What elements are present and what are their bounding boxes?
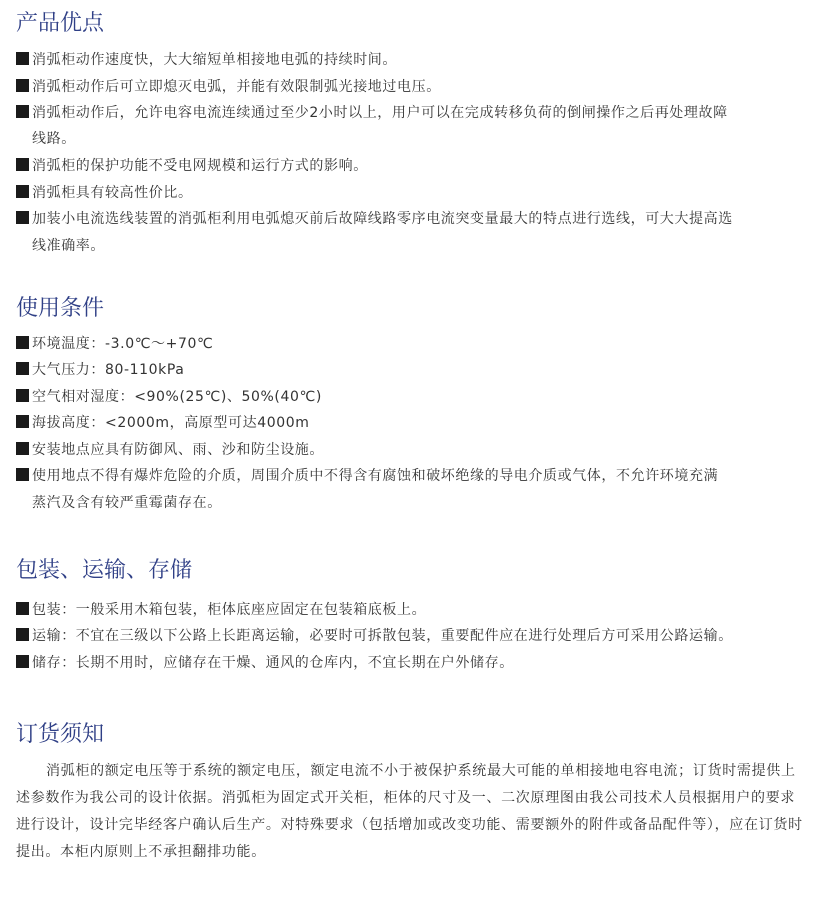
list-item: 环境温度：-3.0℃～+70℃ xyxy=(16,331,808,358)
list-item: 使用地点不得有爆炸危险的介质，周围介质中不得含有腐蚀和破坏绝缘的导电介质或气体，不允许环境充满 xyxy=(16,463,808,490)
square-bullet-icon xyxy=(16,655,29,668)
list-item: 消弧柜的保护功能不受电网规模和运行方式的影响。 xyxy=(16,153,808,180)
section-title-advantages: 产品优点 xyxy=(16,11,105,36)
list-item: 安装地点应具有防御风、雨、沙和防尘设施。 xyxy=(16,437,808,464)
square-bullet-icon xyxy=(16,158,29,171)
list-item: 运输：不宜在三级以下公路上长距离运输，必要时可拆散包装，重要配件应在进行处理后方可采用公路运输。 xyxy=(16,623,808,650)
list-item: 消弧柜具有较高性价比。 xyxy=(16,180,808,207)
list-item: 消弧柜动作速度快，大大缩短单相接地电弧的持续时间。 xyxy=(16,47,808,74)
square-bullet-icon xyxy=(16,602,29,615)
square-bullet-icon xyxy=(16,336,29,349)
list-item: 储存：长期不用时，应储存在干燥、通风的仓库内，不宜长期在户外储存。 xyxy=(16,650,808,677)
list-item-continuation: 线准确率。 xyxy=(32,238,105,254)
square-bullet-icon xyxy=(16,628,29,641)
square-bullet-icon xyxy=(16,415,29,428)
square-bullet-icon xyxy=(16,79,29,92)
list-item-continuation: 线路。 xyxy=(32,131,76,147)
section-title-ordering: 订货须知 xyxy=(16,722,105,747)
section-title-conditions: 使用条件 xyxy=(16,296,105,321)
square-bullet-icon xyxy=(16,185,29,198)
list-item: 消弧柜动作后，允许电容电流连续通过至少2小时以上，用户可以在完成转移负荷的倒闸操作之后再处理故障 xyxy=(16,100,808,127)
square-bullet-icon xyxy=(16,389,29,402)
list-item: 消弧柜动作后可立即熄灭电弧，并能有效限制弧光接地过电压。 xyxy=(16,74,808,101)
list-item: 包装：一般采用木箱包装，柜体底座应固定在包装箱底板上。 xyxy=(16,597,808,624)
list-item: 空气相对湿度：<90%(25℃)、50%(40℃) xyxy=(16,384,808,411)
list-item: 大气压力：80-110kPa xyxy=(16,357,808,384)
square-bullet-icon xyxy=(16,468,29,481)
square-bullet-icon xyxy=(16,105,29,118)
square-bullet-icon xyxy=(16,52,29,65)
ordering-paragraph: 消弧柜的额定电压等于系统的额定电压，额定电流不小于被保护系统最大可能的单相接地电容电流；订货时需提供上述参数作为我公司的设计依据。消弧柜为固定式开关柜，柜体的尺寸及一、二次原理图由我公司技术人员根据用户的要求进行设计，设计完毕经客户确认后生产。对特殊要求（包括增加或改变功能、需要额外的附件或备品配件等），应在订货时提出。本柜内原则上不承担翻排功能。 xyxy=(16,763,803,860)
list-item: 加装小电流选线装置的消弧柜利用电弧熄灭前后故障线路零序电流突变量最大的特点进行选线，可大大提高选 xyxy=(16,206,808,233)
square-bullet-icon xyxy=(16,442,29,455)
section-title-packaging: 包装、运输、存储 xyxy=(16,558,193,583)
list-item-continuation: 蒸汽及含有较严重霉菌存在。 xyxy=(32,495,222,511)
square-bullet-icon xyxy=(16,362,29,375)
square-bullet-icon xyxy=(16,211,29,224)
list-item: 海拔高度：<2000m，高原型可达4000m xyxy=(16,410,808,437)
